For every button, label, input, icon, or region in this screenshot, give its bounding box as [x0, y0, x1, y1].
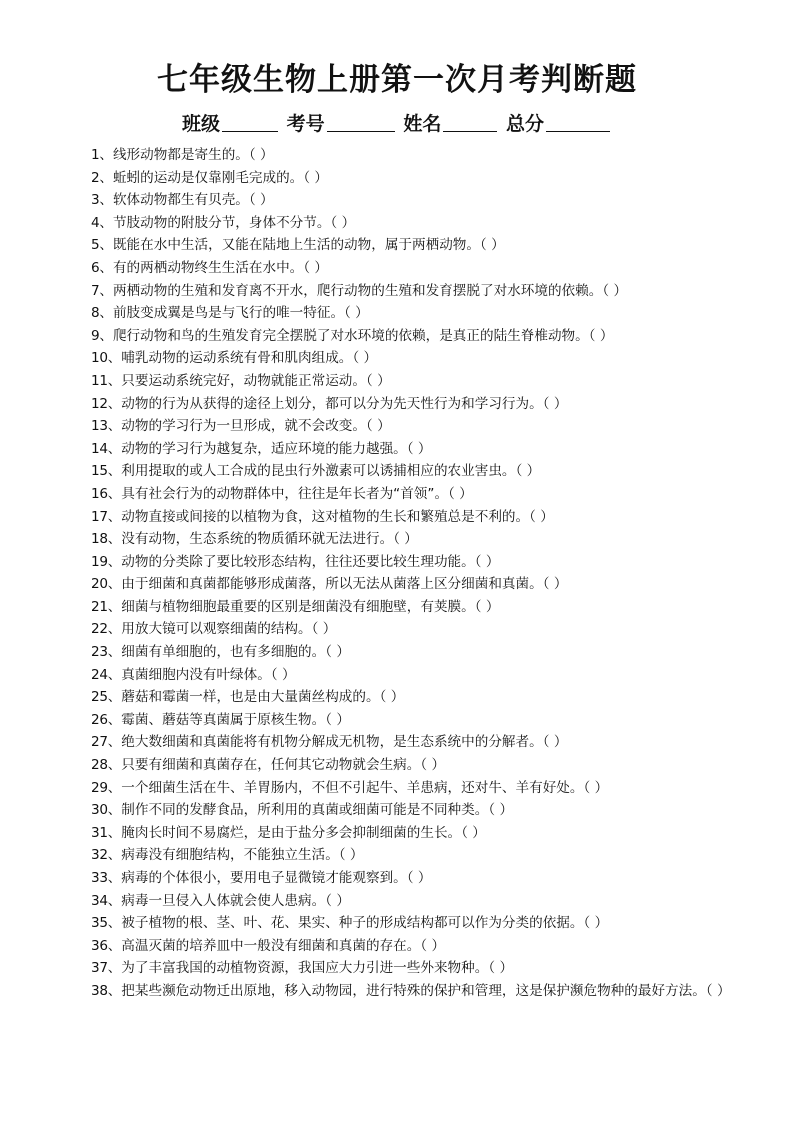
name-label: 姓名 — [403, 113, 442, 135]
question-item — [62, 709, 738, 732]
question-number: 28 — [91, 757, 108, 774]
question-item — [62, 302, 738, 325]
question-number: 4 — [91, 214, 100, 231]
question-text: 动物直接或间接的以植物为食，这对植物的生长和繁殖总是不利的。（ ） — [121, 508, 554, 525]
question-text: 动物的学习行为越复杂，适应环境的能力越强。（ ） — [121, 440, 432, 457]
question-text: 只要运动系统完好，动物就能正常运动。（ ） — [121, 372, 391, 389]
question-number: 20 — [91, 576, 108, 593]
question-item — [62, 596, 738, 619]
question-text: 一个细菌生活在牛、羊胃肠内，不但不引起牛、羊患病，还对牛、羊有好处。（ ） — [121, 779, 609, 796]
question-separator: 、 — [107, 960, 122, 977]
question-separator: 、 — [107, 915, 122, 932]
question-text: 动物的学习行为一旦形成，就不会改变。（ ） — [121, 418, 391, 435]
question-separator: 、 — [99, 259, 113, 276]
question-text: 高温灭菌的培养皿中一般没有细菌和真菌的存在。（ ） — [121, 937, 446, 954]
question-list — [62, 144, 738, 1003]
question-text: 线形动物都是寄生的。（ ） — [112, 147, 274, 163]
question-number: 2 — [91, 169, 100, 186]
question-item — [62, 212, 738, 235]
question-number: 11 — [91, 372, 108, 389]
question-item — [62, 144, 738, 167]
question-item — [62, 551, 738, 574]
question-number: 34 — [91, 892, 108, 909]
question-text: 蘑菇和霉菌一样，也是由大量菌丝构成的。（ ） — [121, 689, 405, 706]
question-number: 15 — [91, 463, 108, 480]
question-item — [62, 980, 738, 1003]
question-separator: 、 — [107, 485, 122, 502]
question-number: 13 — [91, 418, 108, 435]
question-text: 由于细菌和真菌都能够形成菌落，所以无法从菌落上区分细菌和真菌。（ ） — [121, 576, 568, 593]
question-text: 有的两栖动物终生生活在水中。（ ） — [112, 259, 328, 276]
question-number: 25 — [91, 689, 108, 706]
class-blank[interactable] — [222, 113, 278, 132]
question-item — [62, 280, 738, 303]
question-item — [62, 573, 738, 596]
question-text: 既能在水中生活，又能在陆地上生活的动物，属于两栖动物。（ ） — [112, 237, 505, 254]
question-text: 节肢动物的附肢分节，身体不分节。（ ） — [112, 214, 356, 231]
question-text: 软体动物都生有贝壳。（ ） — [112, 192, 274, 209]
question-item — [62, 460, 738, 483]
question-item — [62, 867, 738, 890]
name-blank[interactable] — [443, 113, 497, 132]
question-number: 17 — [91, 508, 108, 525]
question-separator: 、 — [99, 169, 113, 186]
question-text: 被子植物的根、茎、叶、花、果实、种子的形成结构都可以作为分类的依据。（ ） — [121, 915, 609, 932]
question-separator: 、 — [107, 644, 122, 661]
student-info-line — [0, 112, 794, 136]
question-item — [62, 844, 738, 867]
question-separator: 、 — [107, 982, 122, 999]
question-number: 9 — [91, 327, 100, 344]
question-number: 16 — [91, 485, 108, 502]
question-item — [62, 415, 738, 438]
question-text: 细菌有单细胞的，也有多细胞的。（ ） — [121, 644, 350, 661]
question-text: 具有社会行为的动物群体中，往往是年长者为“首领”。（ ） — [121, 485, 473, 502]
page-title: 七年级生物上册第一次月考判断题 — [157, 62, 637, 98]
question-separator: 、 — [107, 847, 122, 864]
question-number: 8 — [91, 305, 100, 322]
question-number: 14 — [91, 440, 108, 457]
question-item — [62, 957, 738, 980]
question-text: 细菌与植物细胞最重要的区别是细菌没有细胞壁，有荚膜。（ ） — [121, 598, 500, 615]
question-separator: 、 — [99, 282, 113, 299]
question-text: 病毒的个体很小，要用电子显微镜才能观察到。（ ） — [121, 870, 432, 886]
question-separator: 、 — [107, 824, 122, 841]
question-number: 10 — [91, 350, 108, 367]
question-separator: 、 — [107, 531, 122, 548]
question-item — [62, 799, 738, 822]
question-text: 动物的行为从获得的途径上划分，都可以分为先天性行为和学习行为。（ ） — [121, 395, 568, 412]
question-number: 36 — [91, 937, 108, 954]
question-item — [62, 890, 738, 913]
class-label: 班级 — [182, 113, 221, 135]
question-number: 30 — [91, 802, 108, 819]
question-number: 24 — [91, 666, 108, 683]
question-separator: 、 — [107, 870, 122, 886]
question-separator: 、 — [107, 666, 122, 683]
question-text: 用放大镜可以观察细菌的结构。（ ） — [121, 621, 337, 638]
question-item — [62, 370, 738, 393]
question-separator: 、 — [107, 372, 122, 389]
question-item — [62, 438, 738, 461]
question-item — [62, 234, 738, 257]
question-item — [62, 664, 738, 687]
question-text: 哺乳动物的运动系统有骨和肌肉组成。（ ） — [121, 350, 378, 367]
question-separator: 、 — [107, 621, 122, 638]
question-item — [62, 506, 738, 529]
question-number: 35 — [91, 915, 108, 932]
question-separator: 、 — [107, 576, 122, 593]
question-text: 把某些濒危动物迁出原地，移入动物园，进行特殊的保护和管理，这是保护濒危物种的最好方法。（ ） — [121, 982, 731, 999]
question-item — [62, 935, 738, 958]
question-separator: 、 — [107, 802, 122, 819]
score-blank[interactable] — [546, 113, 610, 132]
question-number: 3 — [91, 192, 100, 209]
question-separator: 、 — [107, 937, 122, 954]
question-text: 病毒没有细胞结构，不能独立生活。（ ） — [121, 847, 364, 864]
question-separator: 、 — [107, 418, 122, 435]
question-text: 两栖动物的生殖和发育离不开水，爬行动物的生殖和发育摆脱了对水环境的依赖。（ ） — [112, 282, 628, 299]
question-text: 腌肉长时间不易腐烂，是由于盐分多会抑制细菌的生长。（ ） — [121, 824, 486, 841]
question-separator: 、 — [107, 598, 122, 615]
question-separator: 、 — [107, 757, 122, 774]
question-number: 27 — [91, 734, 108, 751]
number-label: 考号 — [286, 113, 325, 135]
question-number: 5 — [91, 237, 100, 254]
question-text: 只要有细菌和真菌存在，任何其它动物就会生病。（ ） — [121, 757, 446, 774]
question-item — [62, 641, 738, 664]
question-number: 23 — [91, 644, 108, 661]
question-text: 病毒一旦侵入人体就会使人患病。（ ） — [121, 892, 350, 909]
question-separator: 、 — [107, 395, 122, 412]
question-item — [62, 686, 738, 709]
question-item — [62, 822, 738, 845]
question-separator: 、 — [107, 350, 122, 367]
question-number: 21 — [91, 598, 108, 615]
question-separator: 、 — [99, 147, 113, 163]
question-item — [62, 347, 738, 370]
question-separator: 、 — [107, 689, 122, 706]
question-separator: 、 — [99, 305, 113, 322]
question-number: 22 — [91, 621, 108, 638]
question-separator: 、 — [99, 327, 113, 344]
number-blank[interactable] — [327, 113, 395, 132]
question-text: 真菌细胞内没有叶绿体。（ ） — [121, 666, 296, 683]
question-text: 制作不同的发酵食品，所利用的真菌或细菌可能是不同种类。（ ） — [121, 802, 514, 819]
question-item — [62, 257, 738, 280]
question-item — [62, 912, 738, 935]
question-separator: 、 — [107, 711, 122, 728]
question-number: 12 — [91, 395, 108, 412]
question-item — [62, 189, 738, 212]
question-separator: 、 — [107, 440, 122, 457]
question-number: 37 — [91, 960, 108, 977]
question-item — [62, 393, 738, 416]
question-separator: 、 — [99, 237, 113, 254]
question-text: 爬行动物和鸟的生殖发育完全摆脱了对水环境的依赖，是真正的陆生脊椎动物。（ ） — [112, 327, 614, 344]
question-separator: 、 — [107, 508, 122, 525]
question-number: 29 — [91, 779, 108, 796]
question-number: 6 — [91, 259, 100, 276]
question-text: 前肢变成翼是鸟是与飞行的唯一特征。（ ） — [112, 305, 369, 322]
question-number: 38 — [91, 982, 108, 999]
question-number: 32 — [91, 847, 108, 864]
question-text: 动物的分类除了要比较形态结构，往往还要比较生理功能。（ ） — [121, 553, 500, 570]
question-text: 利用提取的或人工合成的昆虫行外激素可以诱捕相应的农业害虫。（ ） — [121, 463, 541, 480]
question-text: 霉菌、蘑菇等真菌属于原核生物。（ ） — [121, 711, 350, 728]
question-separator: 、 — [107, 892, 122, 909]
question-separator: 、 — [107, 553, 122, 570]
question-number: 31 — [91, 824, 108, 841]
score-label: 总分 — [505, 113, 544, 135]
question-item — [62, 777, 738, 800]
question-text: 没有动物，生态系统的物质循环就无法进行。（ ） — [121, 531, 418, 548]
question-text: 为了丰富我国的动植物资源，我国应大力引进一些外来物种。（ ） — [121, 960, 514, 977]
question-item — [62, 325, 738, 348]
question-item — [62, 167, 738, 190]
question-item — [62, 528, 738, 551]
question-number: 19 — [91, 553, 108, 570]
question-separator: 、 — [107, 779, 122, 796]
question-item — [62, 618, 738, 641]
question-item — [62, 731, 738, 754]
question-number: 1 — [91, 147, 100, 163]
question-item — [62, 754, 738, 777]
question-number: 26 — [91, 711, 108, 728]
question-separator: 、 — [99, 214, 113, 231]
question-number: 18 — [91, 531, 108, 548]
question-text: 绝大数细菌和真菌能将有机物分解成无机物，是生态系统中的分解者。（ ） — [121, 734, 568, 751]
question-number: 7 — [91, 282, 100, 299]
question-separator: 、 — [99, 192, 113, 209]
question-number: 33 — [91, 870, 108, 886]
question-separator: 、 — [107, 463, 122, 480]
question-text: 蚯蚓的运动是仅靠刚毛完成的。（ ） — [112, 169, 328, 186]
question-separator: 、 — [107, 734, 122, 751]
question-item — [62, 483, 738, 506]
